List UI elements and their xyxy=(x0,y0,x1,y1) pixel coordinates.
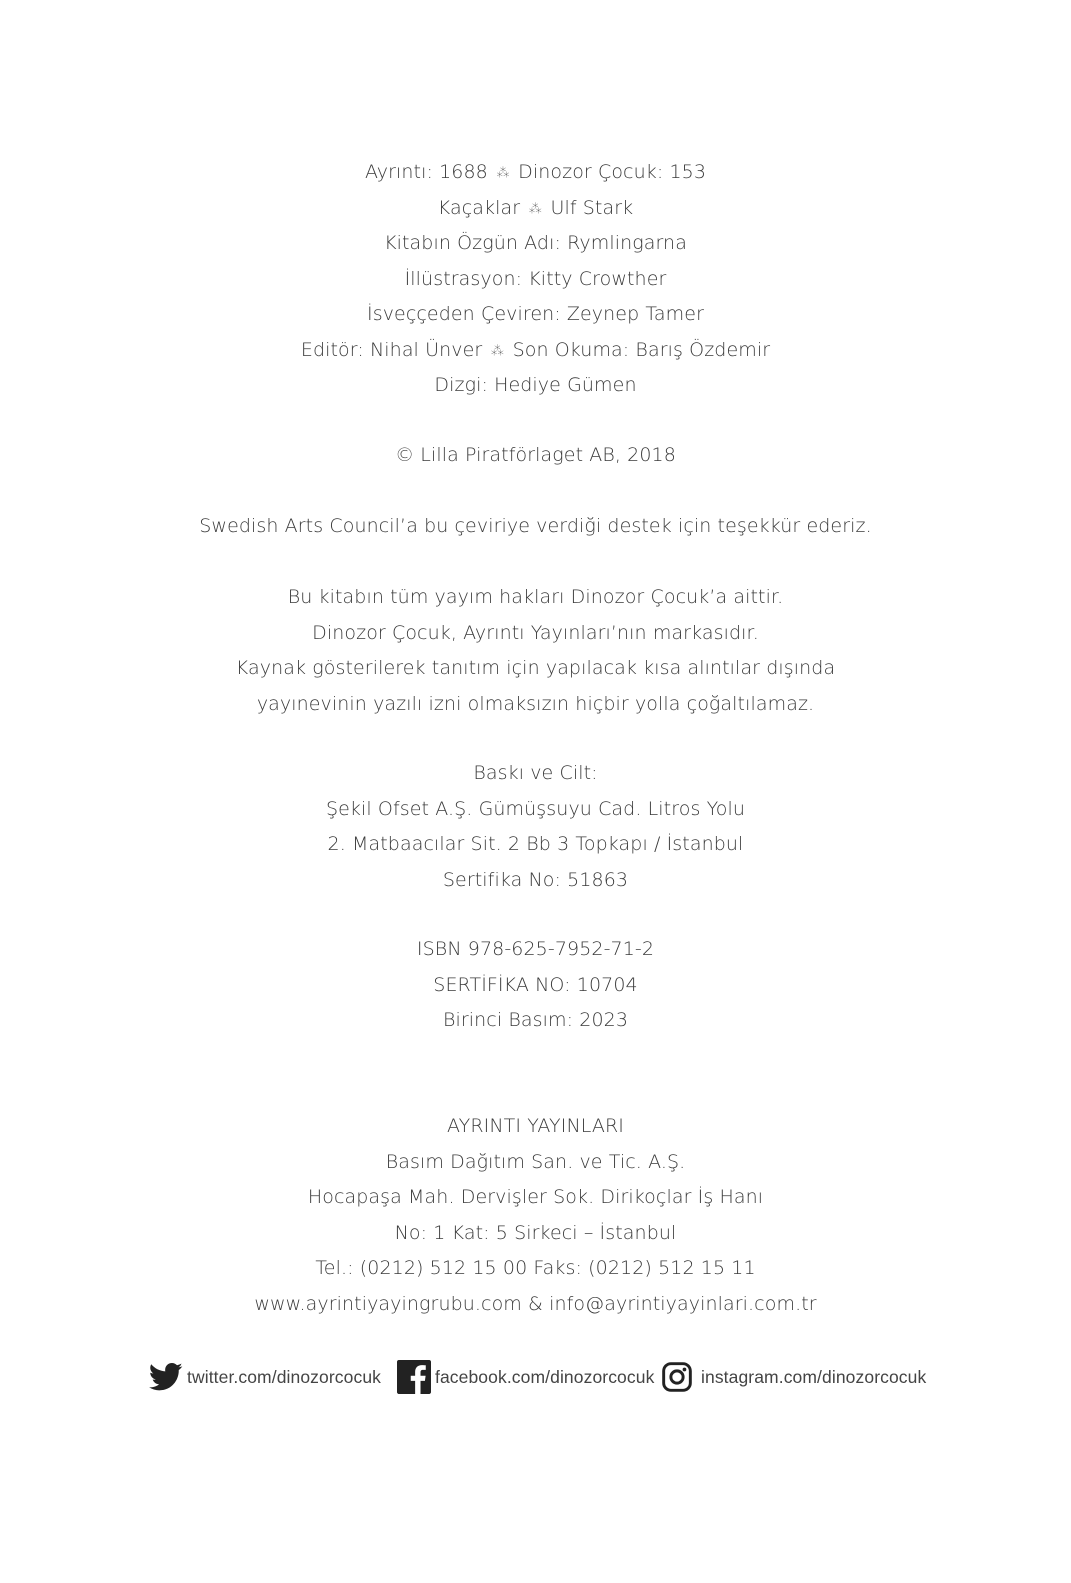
series-dinozor: Dinozor Çocuk: 153 xyxy=(518,161,707,183)
book-author: Ulf Stark xyxy=(550,196,634,219)
rights-line: Bu kitabın tüm yayım hakları Dinozor Çocuk’a aittir. xyxy=(287,586,784,608)
series-ayrinti: Ayrıntı: 1688 xyxy=(364,161,488,183)
printing-line: Şekil Ofset A.Ş. Gümüşsuyu Cad. Litros Yolu xyxy=(325,797,746,820)
isbn-block xyxy=(0,932,1071,1039)
rights-line: Kaynak gösterilerek tanıtım için yapılacak kısa alıntılar dışında xyxy=(235,657,836,679)
rights-line: Dinozor Çocuk, Ayrıntı Yayınları’nın markasıdır. xyxy=(312,621,759,644)
publisher-name: AYRINTI YAYINLARI xyxy=(447,1115,624,1137)
twitter-link[interactable] xyxy=(149,1357,381,1397)
editor-line xyxy=(0,333,1071,369)
publisher-line: Basım Dağıtım San. ve Tic. A.Ş. xyxy=(385,1150,686,1173)
twitter-icon xyxy=(149,1362,183,1392)
first-edition: Birinci Basım: 2023 xyxy=(442,1009,629,1031)
printing-block xyxy=(0,756,1071,898)
facebook-handle: facebook.com/dinozorcocuk xyxy=(435,1366,655,1387)
certificate-no: SERTİFİKA NO: 10704 xyxy=(433,973,638,996)
publisher-line: Hocapaşa Mah. Dervişler Sok. Dirikoçlar İş Hanı xyxy=(307,1186,764,1208)
ornament-icon: ⁂ xyxy=(490,343,504,359)
instagram-handle: instagram.com/dinozorcocuk xyxy=(701,1366,927,1387)
publisher-line: No: 1 Kat: 5 Sirkeci – İstanbul xyxy=(394,1221,677,1244)
copyright: © Lilla Piratförlaget AB, 2018 xyxy=(395,444,676,466)
facebook-icon xyxy=(397,1360,431,1394)
twitter-handle: twitter.com/dinozorcocuk xyxy=(187,1366,382,1387)
typesetter: Dizgi: Hediye Gümen xyxy=(434,374,637,396)
series-line xyxy=(0,155,1071,191)
rights-block xyxy=(0,580,1071,722)
instagram-icon xyxy=(661,1361,693,1393)
ornament-icon: ⁂ xyxy=(528,201,542,217)
copyright-block xyxy=(0,438,1071,474)
isbn: ISBN 978-625-7952-71-2 xyxy=(416,938,655,960)
illustrator: İllüstrasyon: Kitty Crowther xyxy=(404,267,667,290)
publisher-phone: Tel.: (0212) 512 15 00 Faks: (0212) 512 15 11 xyxy=(315,1257,756,1279)
proofreader: Son Okuma: Barış Özdemir xyxy=(512,338,771,361)
original-title: Kitabın Özgün Adı: Rymlingarna xyxy=(384,232,687,254)
ornament-icon: ⁂ xyxy=(496,166,510,181)
translator: İsveççeden Çeviren: Zeynep Tamer xyxy=(367,303,704,325)
facebook-link[interactable] xyxy=(397,1357,654,1397)
book-title: Kaçaklar xyxy=(437,196,521,219)
publisher-web[interactable]: www.ayrintiyayingrubu.com & info@ayrintiyayinlari.com.tr xyxy=(254,1292,817,1315)
title-author-line xyxy=(0,191,1071,227)
credits-block xyxy=(0,155,1071,404)
rights-line: yayınevinin yazılı izni olmaksızın hiçbir yolla çoğaltılamaz. xyxy=(256,692,815,715)
acknowledgement: Swedish Arts Council’a bu çeviriye verdiği destek için teşekkür ederiz. xyxy=(199,515,872,537)
printing-line: Sertifika No: 51863 xyxy=(442,868,629,891)
printing-line: 2. Matbaacılar Sit. 2 Bb 3 Topkapı / İstanbul xyxy=(327,833,744,855)
instagram-link[interactable] xyxy=(661,1357,926,1397)
printing-line: Baskı ve Cilt: xyxy=(473,762,598,784)
publisher-block xyxy=(0,1109,1071,1322)
acknowledgement-block xyxy=(0,509,1071,545)
editor: Editör: Nihal Ünver xyxy=(300,338,483,361)
